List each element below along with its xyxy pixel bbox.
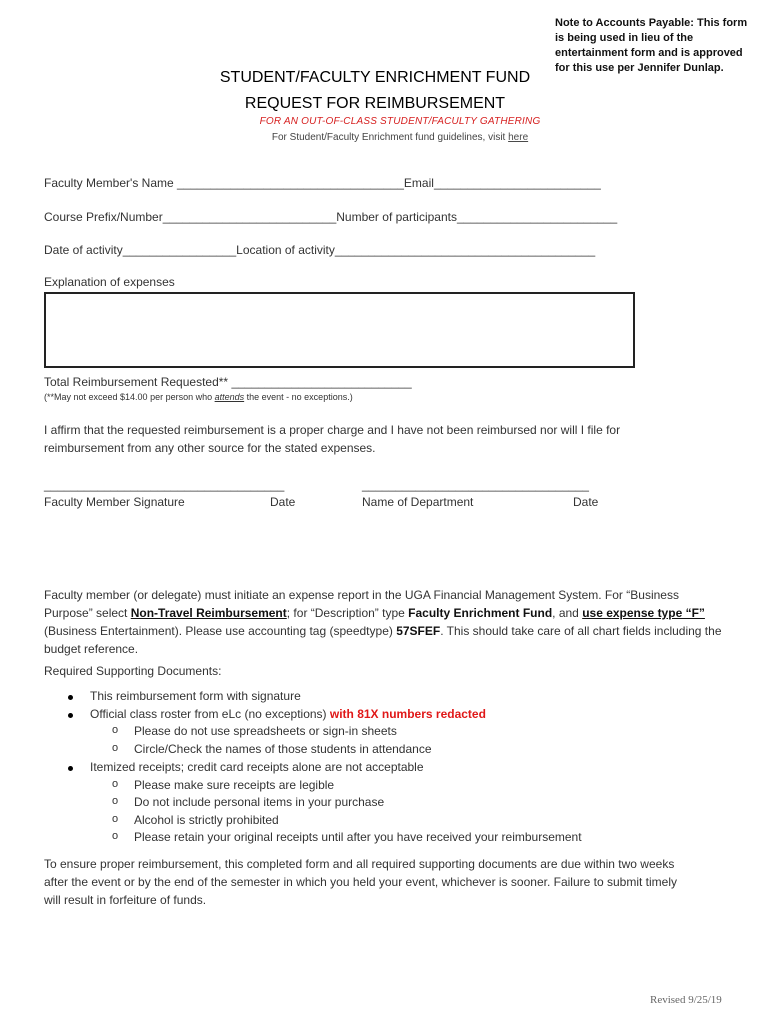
total-note: (**May not exceed $14.00 per person who attends the event - no exceptions.) xyxy=(44,392,353,402)
department-label: Name of Department xyxy=(362,495,474,509)
list-item: o Please retain your original receipts until after you have received your reimbursement xyxy=(112,830,582,844)
faculty-name-row[interactable]: Faculty Member's Name __________________________________Email_________________________ xyxy=(44,176,601,190)
guidelines-text: For Student/Faculty Enrichment fund guidelines, visit xyxy=(271,132,509,143)
list-item: Official class roster from eLc (no exceptions) with 81X numbers redacted xyxy=(90,707,486,721)
signature-date-label: Date xyxy=(270,495,296,509)
form-title-line2: REQUEST FOR REIMBURSEMENT xyxy=(244,95,506,112)
department-date-label: Date xyxy=(573,495,599,509)
date-label: Date of activity xyxy=(44,243,123,257)
explanation-label: Explanation of expenses xyxy=(44,275,175,289)
revised-date: Revised 9/25/19 xyxy=(650,994,722,1006)
closing-paragraph: To ensure proper reimbursement, this completed form and all required supporting documents are due within two weeks after the event or by the end of the semester in which you held your event, whichever is sooner. Failure to submit timely will result in forfeiture of funds. xyxy=(44,857,677,907)
list-item: o Circle/Check the names of those students in attendance xyxy=(112,742,432,756)
list-item: o Please do not use spreadsheets or sign-in sheets xyxy=(112,724,397,738)
required-docs-heading: Required Supporting Documents: xyxy=(44,664,222,678)
list-item: This reimbursement form with signature xyxy=(90,689,301,703)
course-row[interactable]: Course Prefix/Number__________________________Number of participants________________________ xyxy=(44,210,618,224)
list-item: o Please make sure receipts are legible xyxy=(112,778,335,792)
guidelines-line xyxy=(140,132,660,143)
course-label: Course Prefix/Number xyxy=(44,210,163,224)
form-subtitle: FOR AN OUT-OF-CLASS STUDENT/FACULTY GATHERING xyxy=(259,116,541,127)
total-label: Total Reimbursement Requested** xyxy=(44,375,232,389)
signature-label: Faculty Member Signature xyxy=(44,495,185,509)
list-item: o Do not include personal items in your purchase xyxy=(112,795,385,809)
list-item: Itemized receipts; credit card receipts alone are not acceptable xyxy=(90,760,424,774)
guidelines-link[interactable]: here xyxy=(508,132,529,143)
instructions-paragraph: Faculty member (or delegate) must initiate an expense report in the UGA Financial Management System. For “Business Purpose” select Non-Travel Reimbursement; for “Description” type Faculty Enrichment Fund, and use expense type “F” (Business Entertainment). Please use accounting tag (speedtype) 57SFEF. This should take care of all chart fields including the budget reference. xyxy=(44,588,722,656)
participants-label: Number of participants xyxy=(336,210,457,224)
form-title-line1: STUDENT/FACULTY ENRICHMENT FUND xyxy=(219,69,531,86)
department-line[interactable]: __________________________________ xyxy=(362,478,589,492)
date-location-row[interactable]: Date of activity_________________Location of activity_______________________________________ xyxy=(44,243,596,257)
affirmation-text: I affirm that the requested reimbursement is a proper charge and I have not been reimbursed nor will I file for reimbursement from any other source for the stated expenses. xyxy=(44,423,621,455)
total-row[interactable]: Total Reimbursement Requested** ___________________________ xyxy=(44,375,412,389)
email-label: Email xyxy=(403,176,434,190)
signature-line[interactable]: ____________________________________ xyxy=(44,478,285,492)
faculty-name-label: Faculty Member's Name xyxy=(44,176,177,190)
accounts-payable-note: Note to Accounts Payable: This form is being used in lieu of the entertainment form and is approved for this use per Jennifer Dunlap. xyxy=(555,17,748,74)
location-label: Location of activity xyxy=(236,243,335,257)
list-item: o Alcohol is strictly prohibited xyxy=(112,813,279,827)
explanation-box[interactable] xyxy=(44,292,635,368)
